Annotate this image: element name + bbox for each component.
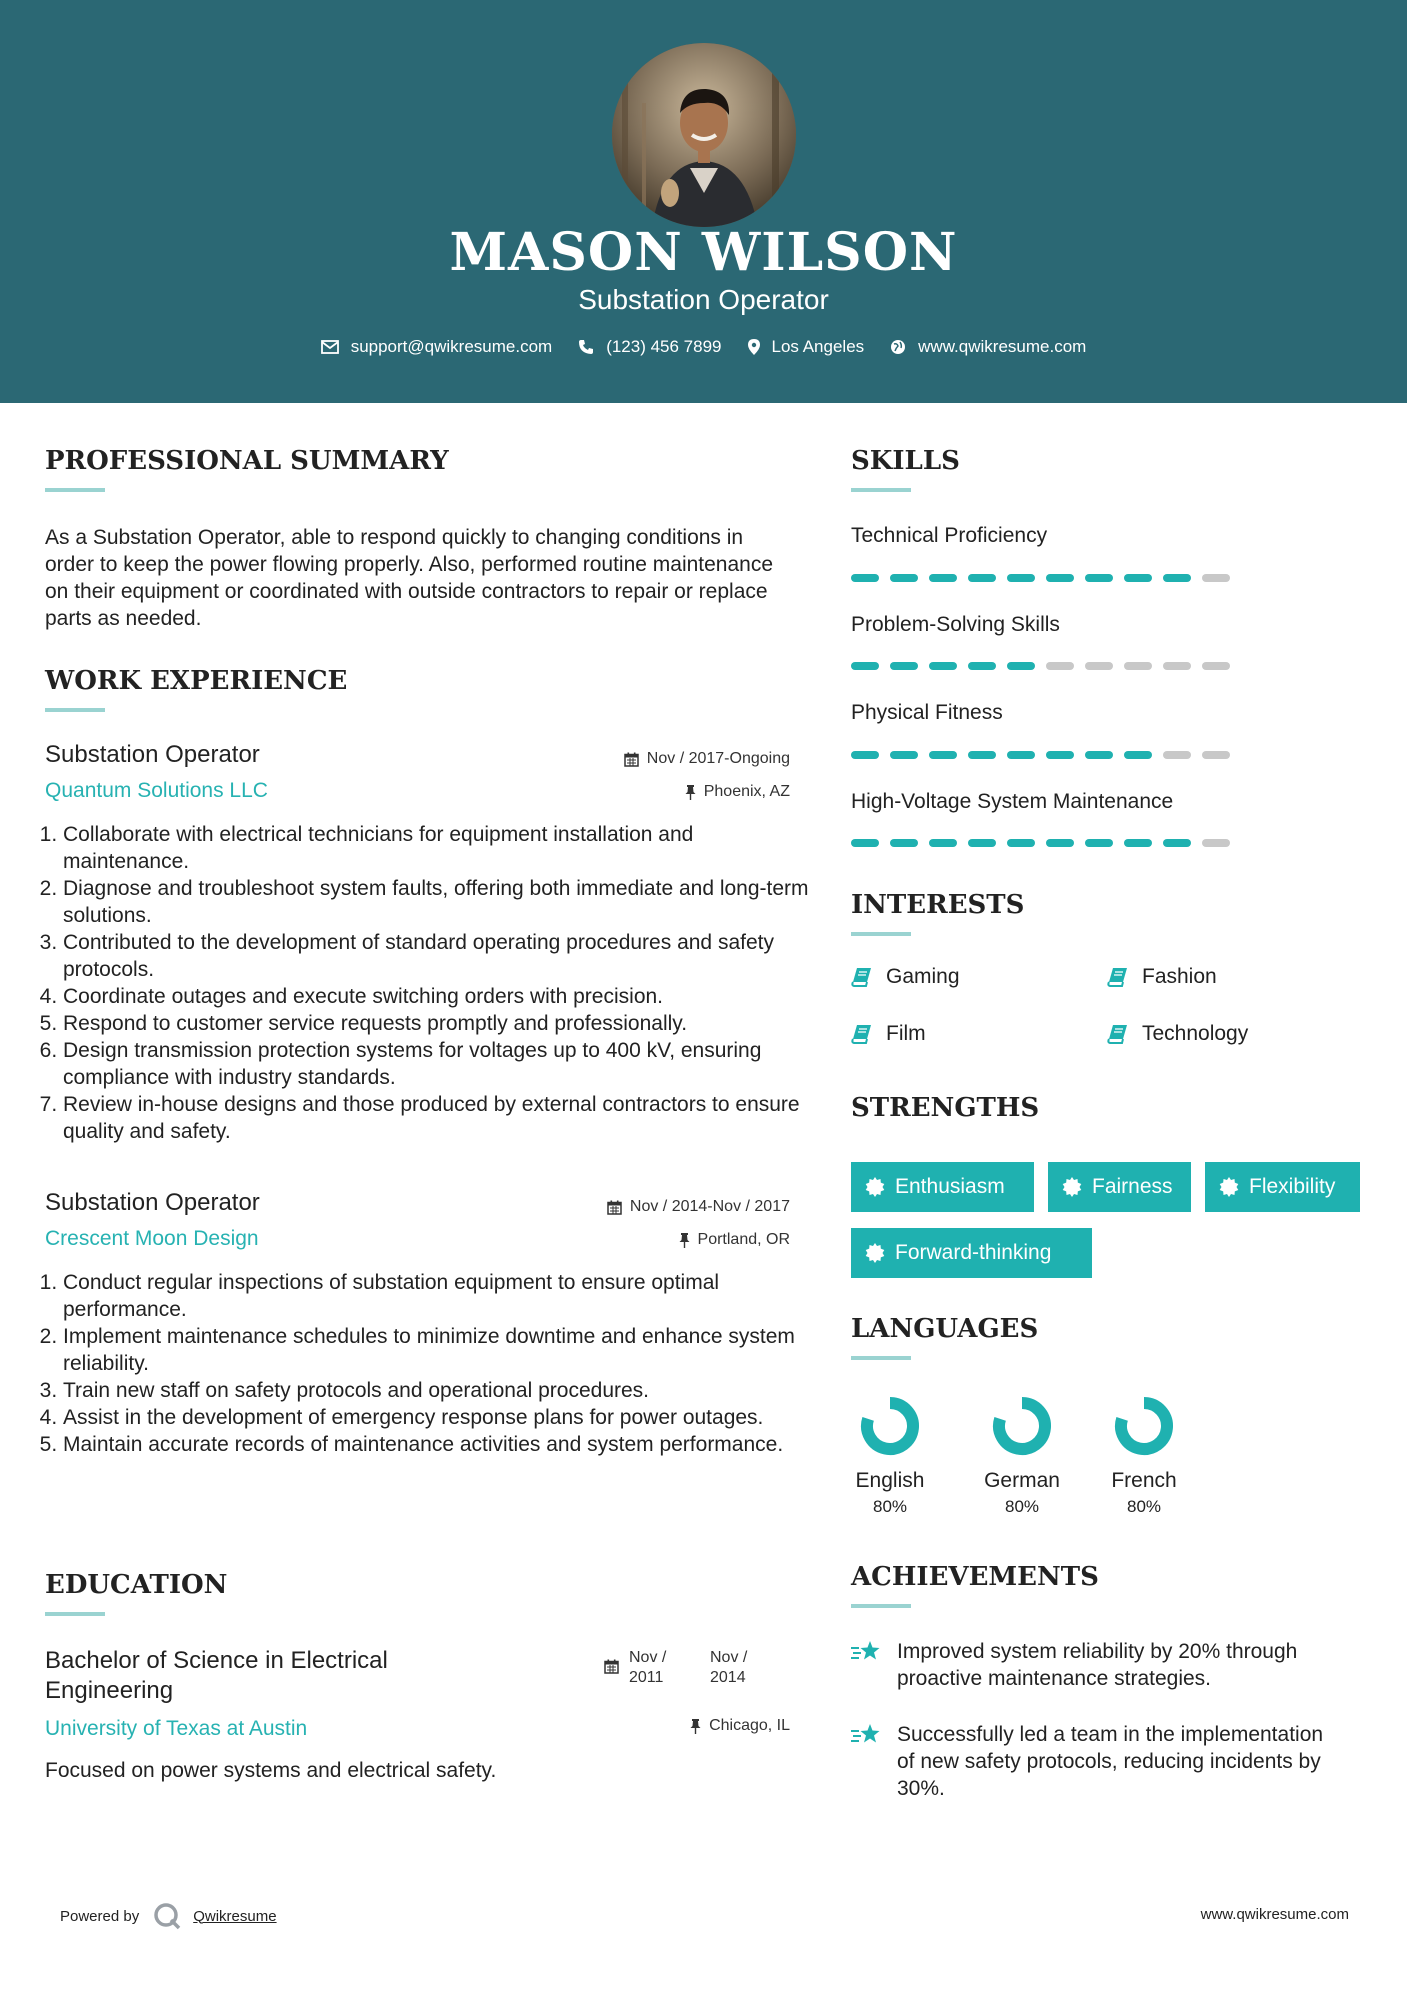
skill-level-segment [851,839,879,847]
calendar-icon [607,1200,622,1215]
calendar-icon [624,752,639,767]
strength-badge: Flexibility [1205,1162,1360,1212]
shooting-star-icon [851,1721,883,1749]
skill-level-segment [1163,751,1191,759]
strength-badge: Fairness [1048,1162,1191,1212]
candidate-title: Substation Operator [578,284,829,315]
contact-location: Los Angeles [748,337,865,357]
skill-level-segment [1085,662,1113,670]
section-divider [45,708,105,712]
languages-heading: LANGUAGES [851,1314,1039,1344]
skills-heading: SKILLS [851,446,960,476]
skill-level-segment [1007,839,1035,847]
job-location: Portland, OR [679,1231,790,1249]
list-item: 1. Conduct regular inspections of substation equipment to ensure optimal performance. [63,1269,813,1323]
skill-level-segment [1202,662,1230,670]
education-end-date: Nov / 2014 [710,1649,748,1686]
envelope-icon [321,340,339,354]
badge-star-icon [865,1243,885,1263]
job-location: Phoenix, AZ [685,783,790,801]
skill-level-segment [1124,839,1152,847]
pushpin-icon [690,1719,701,1734]
candidate-name: MASON WILSON [449,222,958,283]
skill-level-segment [851,751,879,759]
job-title: Substation Operator [45,1189,260,1216]
list-item: 3. Contributed to the development of standard operating procedures and safety protocols. [63,929,813,983]
language-item: German 80% [967,1394,1077,1517]
language-item: French 80% [1089,1394,1199,1517]
section-divider [851,1356,911,1360]
skill-level-segment [968,574,996,582]
skill-level-segment [1007,662,1035,670]
list-item: 4. Assist in the development of emergency response plans for power outages. [63,1404,813,1431]
school-name: University of Texas at Austin [45,1717,308,1740]
header-banner [0,0,1407,403]
skill-level-segment [890,662,918,670]
skill-level-segment [1202,839,1230,847]
book-icon [851,1024,872,1044]
list-item: 5. Respond to customer service requests promptly and professionally. [63,1010,813,1037]
list-item: 7. Review in-house designs and those produced by external contractors to ensure quality and safety. [63,1091,813,1145]
shooting-star-icon [851,1638,883,1666]
language-progress-ring [990,1394,1054,1458]
skill-name: Technical Proficiency [851,524,1048,547]
company-name: Quantum Solutions LLC [45,779,268,802]
contact-website[interactable]: www.qwikresume.com [890,337,1086,357]
company-name: Crescent Moon Design [45,1227,259,1250]
education-start-date: Nov / 2011 [629,1649,667,1686]
skill-level-segment [890,574,918,582]
section-divider [851,488,911,492]
profile-photo [612,43,796,227]
skill-level-segment [929,574,957,582]
summary-text: As a Substation Operator, able to respond quickly to changing conditions in order to keep the power flowing properly. Also, performed routine maintenance on their equipment or coordinated with outside contractors to repair or replace parts as needed. [45,526,774,630]
language-item: English 80% [835,1394,945,1517]
skill-level-segment [890,751,918,759]
skill-level-segment [1124,574,1152,582]
list-item: 2. Diagnose and troubleshoot system faults, offering both immediate and long-term solutions. [63,875,813,929]
pushpin-icon [679,1233,690,1248]
book-icon [851,967,872,987]
strengths-heading: STRENGTHS [851,1093,1040,1123]
globe-icon [890,339,906,355]
skill-level-segment [929,662,957,670]
skill-level-segment [1163,662,1191,670]
section-divider [45,488,105,492]
map-pin-icon [748,339,760,355]
job-title: Substation Operator [45,741,260,768]
footer-powered-by: Powered by Qwikresume [60,1902,277,1930]
language-progress-arc [999,1403,1045,1449]
skill-level-segment [1085,751,1113,759]
job-duties-list [45,1269,813,1458]
book-icon [1107,1024,1128,1044]
skill-level-segment [1007,751,1035,759]
language-progress-ring [1112,1394,1176,1458]
contact-phone[interactable]: (123) 456 7899 [578,337,721,357]
section-divider [851,932,911,936]
skill-level-bar [851,839,1241,847]
strength-badge: Enthusiasm [851,1162,1034,1212]
skill-level-bar [851,574,1241,582]
section-divider [45,1612,105,1616]
section-divider [851,1604,911,1608]
job-dates: Nov / 2017-Ongoing [624,750,790,768]
skill-level-segment [968,839,996,847]
list-item: 1. Collaborate with electrical technicians for equipment installation and maintenance. [63,821,813,875]
badge-star-icon [865,1177,885,1197]
qwikresume-logo-icon [153,1902,181,1930]
skill-level-segment [1085,839,1113,847]
skill-level-segment [1046,751,1074,759]
education-description: Focused on power systems and electrical safety. [45,1759,497,1782]
skill-level-segment [1085,574,1113,582]
skill-level-segment [1163,574,1191,582]
skill-name: High-Voltage System Maintenance [851,790,1174,813]
skill-name: Problem-Solving Skills [851,613,1060,636]
education-heading: EDUCATION [45,1570,228,1600]
achievement-item: Successfully led a team in the implementation of new safety protocols, reducing incidents by 30%. [851,1721,1331,1802]
list-item: 2. Implement maintenance schedules to minimize downtime and enhance system reliability. [63,1323,813,1377]
interests-heading: INTERESTS [851,890,1025,920]
interest-item: Technology [1107,1022,1248,1046]
skill-level-segment [1202,574,1230,582]
achievement-item: Improved system reliability by 20% through proactive maintenance strategies. [851,1638,1371,1692]
skill-level-segment [890,839,918,847]
skill-level-segment [1163,839,1191,847]
skill-level-bar [851,662,1241,670]
skill-level-segment [1202,751,1230,759]
qwikresume-link[interactable]: Qwikresume [193,1907,277,1925]
skill-level-segment [929,839,957,847]
interest-item: Gaming [851,965,960,989]
degree-title: Bachelor of Science in Electrical Engineering [45,1647,388,1704]
language-progress-arc [1121,1403,1167,1449]
language-progress-arc [867,1403,913,1449]
list-item: 3. Train new staff on safety protocols and operational procedures. [63,1377,813,1404]
summary-heading: PROFESSIONAL SUMMARY [45,446,449,476]
job-duties-list [45,821,813,1145]
contact-email[interactable]: support@qwikresume.com [321,337,553,357]
skill-level-segment [851,574,879,582]
pushpin-icon [685,785,696,800]
skill-level-segment [1007,574,1035,582]
footer-website[interactable]: www.qwikresume.com [1200,1906,1349,1923]
skill-level-segment [1046,574,1074,582]
contact-bar [0,337,1407,357]
list-item: 5. Maintain accurate records of maintenance activities and system performance. [63,1431,813,1458]
skill-level-segment [851,662,879,670]
calendar-icon [604,1659,619,1674]
badge-star-icon [1062,1177,1082,1197]
job-dates: Nov / 2014-Nov / 2017 [607,1198,790,1216]
list-item: 4. Coordinate outages and execute switching orders with precision. [63,983,813,1010]
interest-item: Fashion [1107,965,1217,989]
book-icon [1107,967,1128,987]
experience-heading: WORK EXPERIENCE [45,666,348,696]
strength-badge: Forward-thinking [851,1228,1092,1278]
skill-level-bar [851,751,1241,759]
skill-level-segment [1046,662,1074,670]
skill-level-segment [1046,839,1074,847]
language-progress-ring [858,1394,922,1458]
skill-level-segment [1124,751,1152,759]
phone-icon [578,339,594,355]
list-item: 6. Design transmission protection systems for voltages up to 400 kV, ensuring compliance with industry standards. [63,1037,813,1091]
skill-level-segment [968,662,996,670]
skill-level-segment [1124,662,1152,670]
skill-level-segment [929,751,957,759]
badge-star-icon [1219,1177,1239,1197]
skill-name: Physical Fitness [851,701,1003,724]
interest-item: Film [851,1022,926,1046]
achievements-heading: ACHIEVEMENTS [851,1562,1099,1592]
skill-level-segment [968,751,996,759]
education-location: Chicago, IL [690,1717,790,1735]
